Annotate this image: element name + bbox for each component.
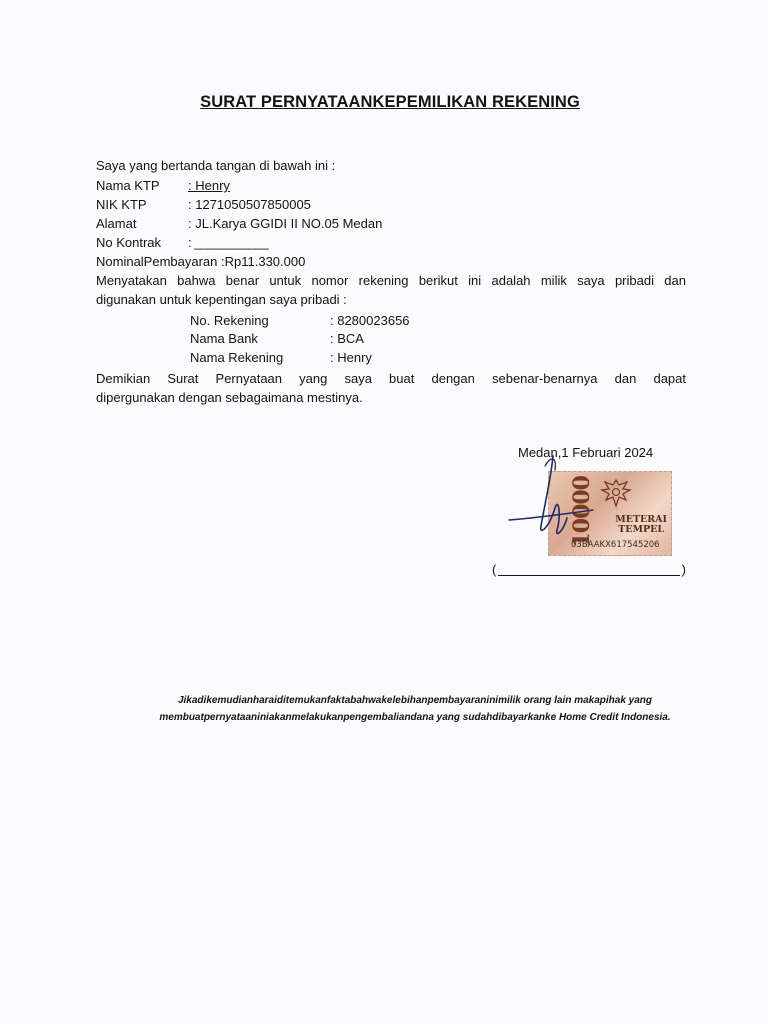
- footnote-line: Jikadikemudianharaiditemukanfaktabahwakelebihanpembayaraninimilik orang lain makapihak yang: [177, 695, 653, 706]
- identity-label: No Kontrak: [96, 235, 162, 250]
- identity-value: : ___________: [188, 235, 269, 250]
- account-value: : BCA: [330, 331, 364, 346]
- signature-paren-close: ): [681, 562, 686, 577]
- nominal-text: NominalPembayaran :Rp11.330.000: [96, 254, 306, 269]
- closing-line: Demikian Surat Pernyataan yang saya buat dengan sebenar-benarnya dan dapat: [96, 371, 686, 386]
- footnote-line: membuatpernyataaniniakanmelakukanpengembaliandana yang sudahdibayarkanke Home Credit Indonesia.: [159, 712, 671, 723]
- identity-value: : 1271050507850005: [188, 197, 311, 212]
- garuda-emblem-icon: [599, 476, 633, 512]
- closing-line: dipergunakan dengan sebagaimana mestinya.: [96, 390, 363, 405]
- account-label: Nama Rekening: [190, 350, 284, 365]
- stamp-serial: 03BAAKX617545206: [571, 540, 660, 550]
- identity-label: NIK KTP: [96, 197, 147, 212]
- identity-label: Alamat: [96, 216, 137, 231]
- identity-label: Nama KTP: [96, 178, 160, 193]
- statement-line: Menyatakan bahwa benar untuk nomor rekening berikut ini adalah milik saya pribadi dan: [96, 273, 686, 288]
- place-date: Medan,1 Februari 2024: [518, 445, 654, 460]
- account-value: : Henry: [330, 350, 372, 365]
- stamp-label-line: TEMPEL: [618, 524, 665, 535]
- account-value: : 8280023656: [330, 313, 410, 328]
- stamp-value: 10000: [569, 476, 595, 548]
- document-title: SURAT PERNYATAANKEPEMILIKAN REKENING: [200, 93, 580, 111]
- identity-value: : Henry: [188, 178, 230, 193]
- account-label: No. Rekening: [190, 313, 269, 328]
- signature-paren-open: (: [492, 562, 497, 577]
- account-label: Nama Bank: [190, 331, 258, 346]
- intro-text: Saya yang bertanda tangan di bawah ini :: [96, 158, 336, 173]
- signature-underline: [498, 575, 680, 576]
- stamp-label-line: METERAI: [615, 514, 667, 525]
- identity-value: : JL.Karya GGIDI II NO.05 Medan: [188, 216, 383, 231]
- handwritten-signature: [505, 448, 595, 558]
- signature-line: [492, 562, 686, 576]
- stamp-label: [615, 515, 667, 535]
- statement-line: digunakan untuk kepentingan saya pribadi :: [96, 292, 347, 307]
